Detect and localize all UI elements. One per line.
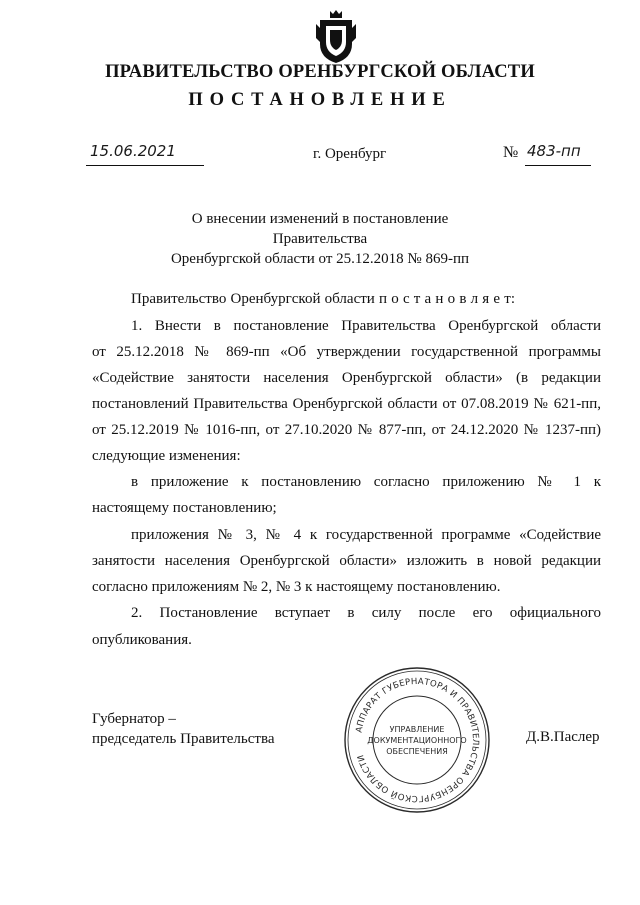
title-line-2: Оренбургской области от 25.12.2018 № 869-пп <box>170 251 470 267</box>
body-line: следующие изменения: <box>92 448 241 464</box>
signatory-position <box>92 709 275 749</box>
body-line: 2. Постановление вступает в силу после его официального <box>131 605 601 621</box>
coat-of-arms-icon <box>314 8 358 64</box>
stamp-ring-text: АППАРАТ ГУБЕРНАТОРА И ПРАВИТЕЛЬСТВА ОРЕНБУРГСКОЙ ОБЛАСТИ <box>354 676 481 804</box>
body-line: опубликования. <box>92 632 192 648</box>
city: г. Оренбург <box>313 146 387 162</box>
position-line-1: Губернатор – <box>92 711 176 727</box>
stamp-center-line-2: ДОКУМЕНТАЦИОННОГО <box>367 736 467 745</box>
signatory-name: Д.В.Паслер <box>526 729 600 745</box>
body-line: Правительство Оренбургской области п о с т а н о в л я е т: <box>131 291 515 307</box>
date-value: 15.06.2021 <box>90 142 176 160</box>
number-sign: № <box>503 144 519 161</box>
date-field <box>86 139 204 166</box>
body-line: 1. Внести в постановление Правительства Оренбургской области <box>131 318 601 334</box>
body-line: от 25.12.2019 № 1016-пп, от 27.10.2020 № 877-пп, от 24.12.2020 № 1237-пп) <box>92 422 601 438</box>
number-value: 483-пп <box>527 142 581 160</box>
government-name: ПРАВИТЕЛЬСТВО ОРЕНБУРГСКОЙ ОБЛАСТИ <box>105 62 535 82</box>
title-line-1: О внесении изменений в постановление Правительства <box>191 211 449 247</box>
body-line: от 25.12.2018 № 869-пп «Об утверждении государственной программы <box>92 344 601 360</box>
position-line-2: председатель Правительства <box>92 731 275 747</box>
document-type: ПОСТАНОВЛЕНИЕ <box>188 90 452 110</box>
stamp-center-line-1: УПРАВЛЕНИЕ <box>389 725 445 734</box>
number-field <box>525 139 591 166</box>
body-line: согласно приложениям № 2, № 3 к настоящему постановлению. <box>92 579 501 595</box>
body-line: приложения № 3, № 4 к государственной программе «Содействие <box>131 527 601 543</box>
official-stamp-icon <box>343 666 491 814</box>
document-title <box>150 209 490 269</box>
body-line: настоящему постановлению; <box>92 500 277 516</box>
body-line: занятости населения Оренбургской области» изложить в новой редакции <box>92 553 601 569</box>
body-line: постановлений Правительства Оренбургской области от 07.08.2019 № 621-пп, <box>92 396 601 412</box>
stamp-center-line-3: ОБЕСПЕЧЕНИЯ <box>386 747 448 756</box>
body-line: «Содействие занятости населения Оренбургской области» (в редакции <box>92 370 601 386</box>
body-line: в приложение к постановлению согласно приложению № 1 к <box>131 474 601 490</box>
